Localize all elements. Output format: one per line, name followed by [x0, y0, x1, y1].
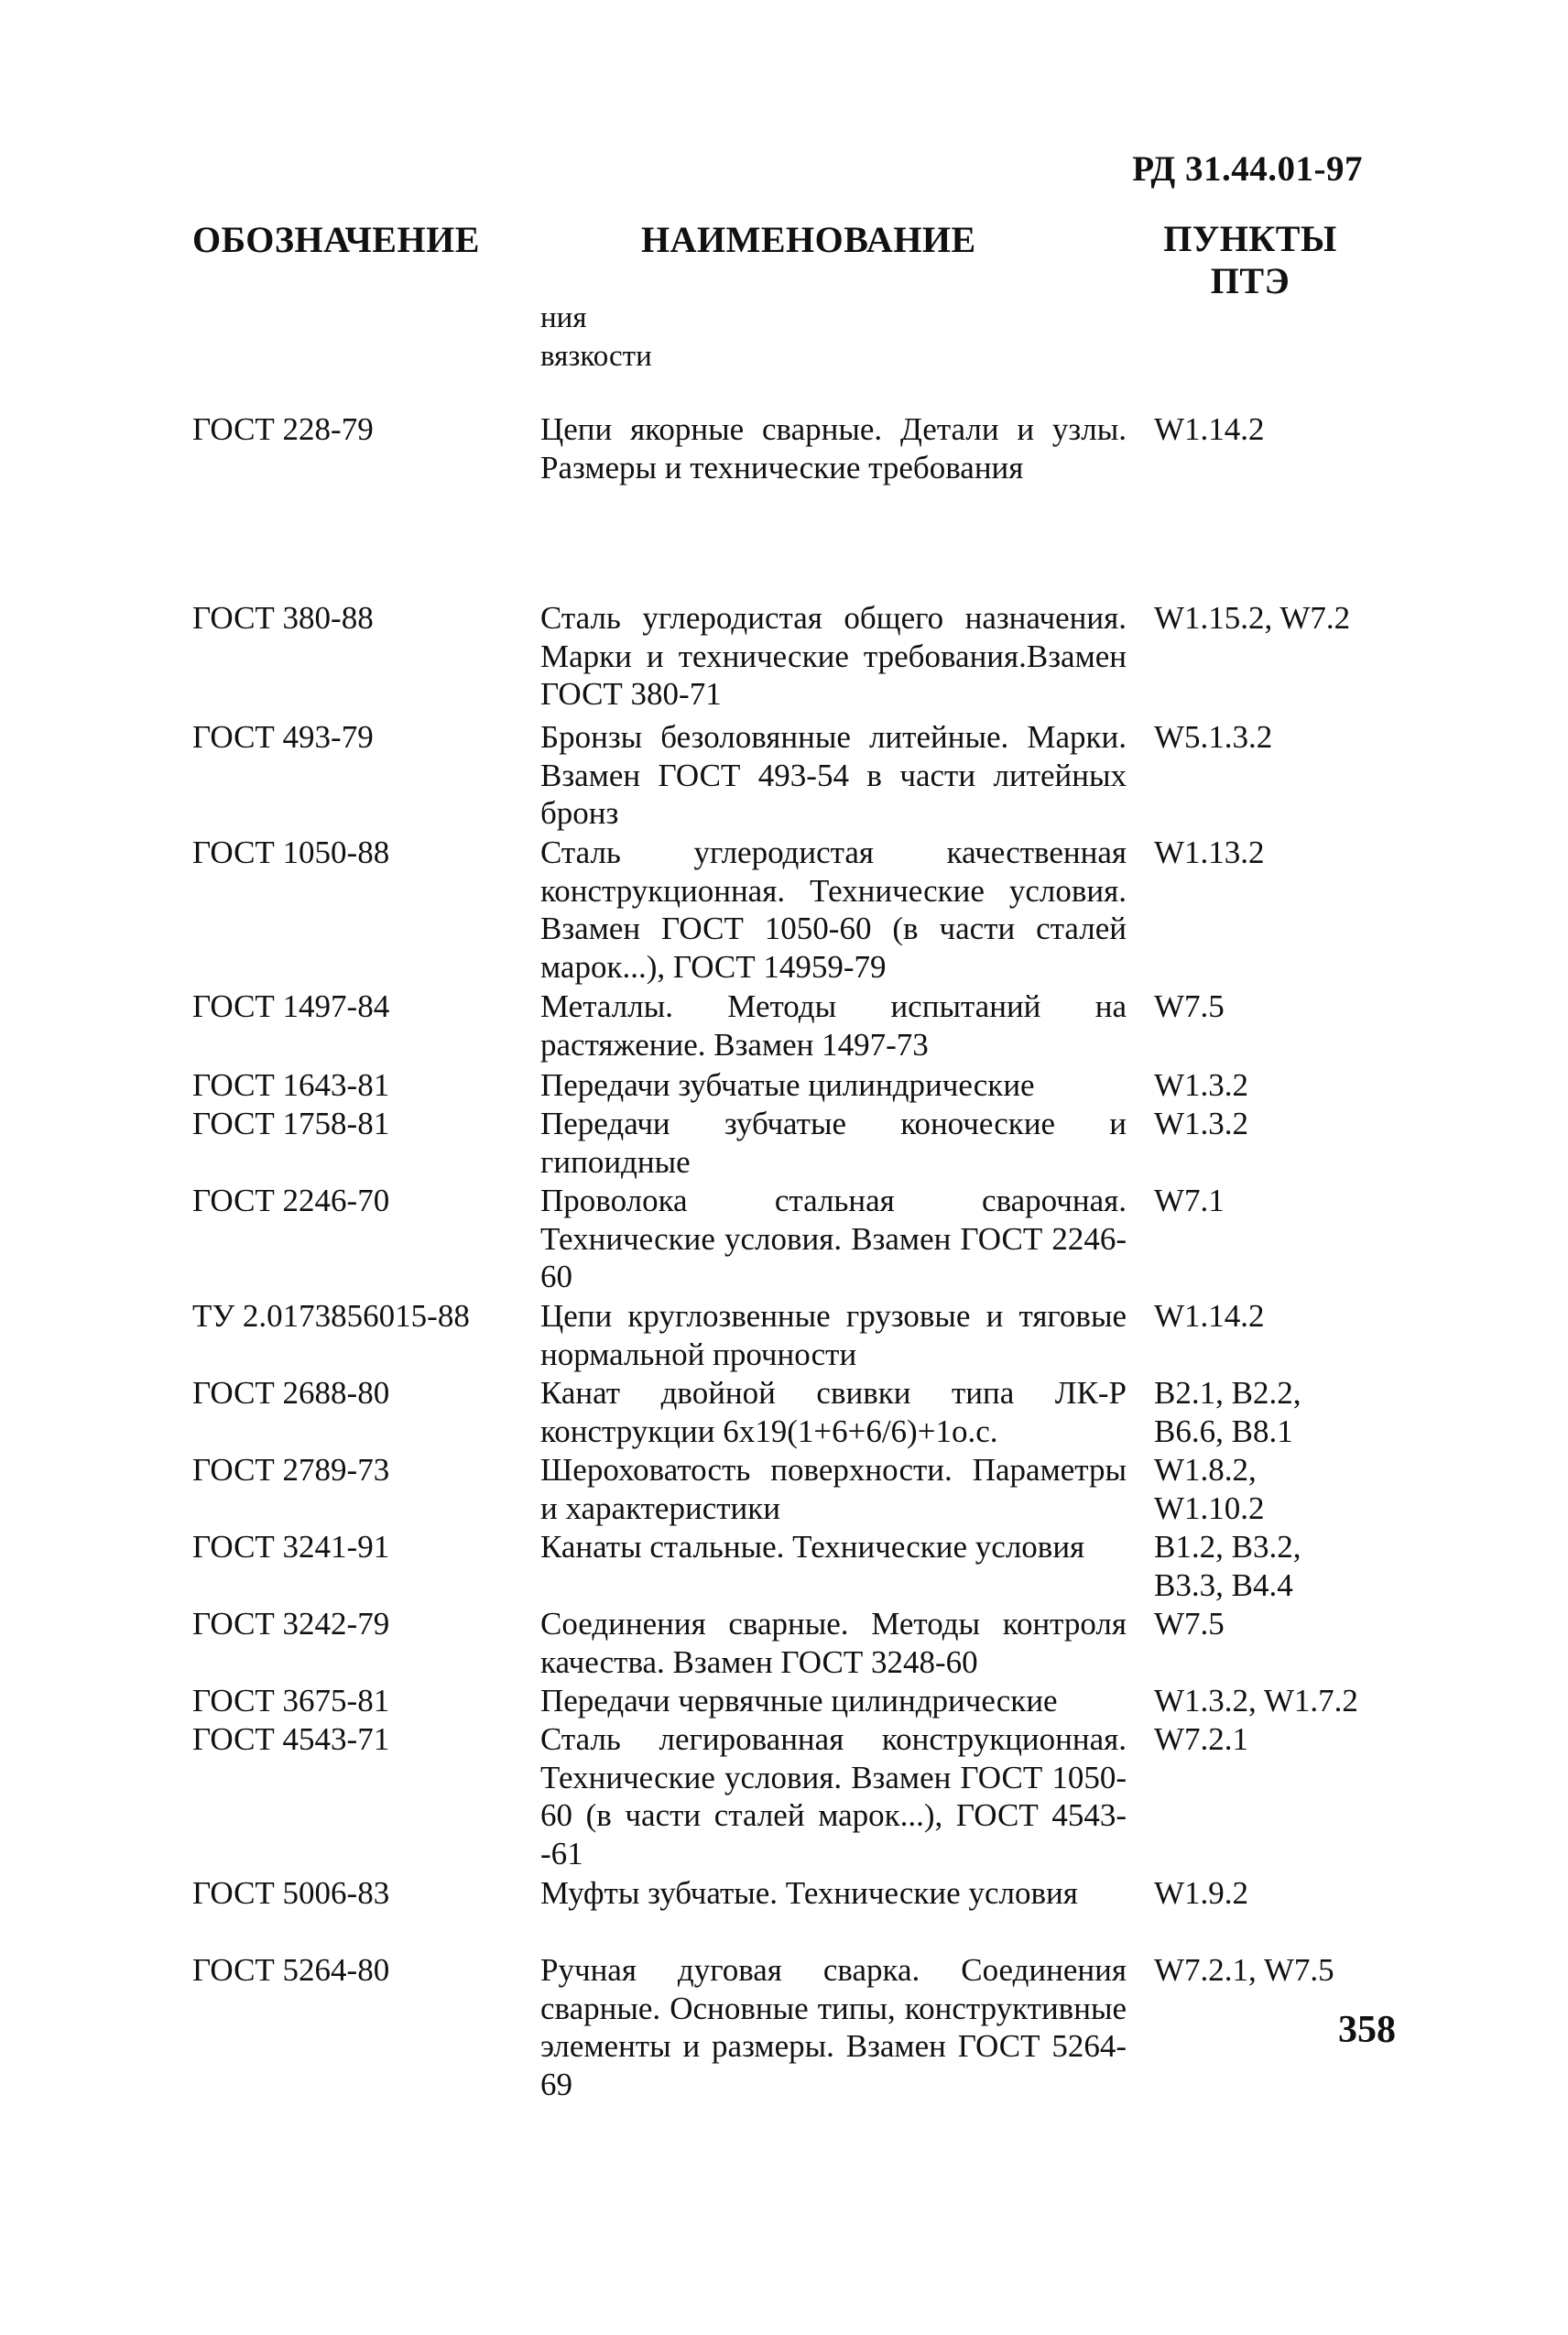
points-cell [1127, 1182, 1401, 1220]
points-cell [1127, 410, 1401, 449]
designation-cell: ГОСТ 5264-80 [192, 1952, 390, 1988]
column-header-points [1127, 218, 1374, 302]
table-row [192, 1374, 1401, 1451]
points-line: W1.10.2 [1154, 1489, 1265, 1526]
designation-cell: ГОСТ 3241-91 [192, 1529, 390, 1565]
name-cell: Сталь углеродистая качественная конструкционная. Технические условия. Взамен ГОСТ 1050-60 (в части сталей марок...), ГОСТ 14959-79 [540, 835, 1127, 985]
designation-cell: ГОСТ 493-79 [192, 719, 374, 755]
continuation-text: вязкости [540, 340, 652, 373]
table-row [192, 1951, 1401, 2105]
name-cell: Бронзы безоловянные литейные. Марки. Взамен ГОСТ 493-54 в части литейных бронз [540, 719, 1127, 832]
name-cell: Канат двойной свивки типа ЛК-Р конструкции 6х19(1+6+6/6)+1о.с. [540, 1375, 1127, 1449]
continuation-text: ния [540, 301, 587, 334]
name-cell: Шероховатость поверхности. Параметры и характеристики [540, 1452, 1127, 1526]
name-cell: Сталь углеродистая общего назначения. Марки и технические требования.Взамен ГОСТ 380-71 [540, 600, 1127, 713]
name-cell: Цепи круглозвенные грузовые и тяговые нормальной прочности [540, 1298, 1127, 1372]
points-cell [1127, 1451, 1401, 1527]
points-cell [1127, 1066, 1401, 1105]
designation-cell: ГОСТ 2688-80 [192, 1375, 390, 1411]
points-line: W5.1.3.2 [1154, 719, 1273, 755]
points-cell [1127, 718, 1401, 757]
points-cell [1127, 1874, 1401, 1913]
points-line: B6.6, B8.1 [1154, 1413, 1293, 1449]
points-line: W1.13.2 [1154, 835, 1265, 870]
name-cell: Муфты зубчатые. Технические условия [540, 1875, 1078, 1911]
points-cell [1127, 599, 1401, 638]
table-row [192, 718, 1401, 834]
points-cell [1127, 1951, 1401, 1990]
table-row [192, 1720, 1401, 1874]
column-header-points-line2: ПТЭ [1210, 260, 1290, 301]
column-header-points-line1: ПУНКТЫ [1163, 218, 1337, 259]
standards-table [192, 410, 1401, 2105]
table-row [192, 1066, 1401, 1105]
page-number: 358 [1338, 2009, 1396, 2051]
designation-cell: ГОСТ 3675-81 [192, 1683, 390, 1719]
points-cell [1127, 1682, 1401, 1720]
table-row [192, 1451, 1401, 1528]
points-line: W7.1 [1154, 1183, 1225, 1218]
points-line: W1.14.2 [1154, 411, 1265, 447]
name-cell: Передачи зубчатые коноческие и гипоидные [540, 1106, 1127, 1180]
points-cell [1127, 1720, 1401, 1759]
points-cell [1127, 1605, 1401, 1643]
designation-cell: ГОСТ 1497-84 [192, 988, 390, 1024]
points-cell [1127, 834, 1401, 872]
designation-cell: ГОСТ 5006-83 [192, 1875, 390, 1911]
name-cell: Сталь легированная конструкционная. Технические условия. Взамен ГОСТ 1050-60 (в части сталей марок...), ГОСТ 4543--61 [540, 1721, 1127, 1871]
points-cell [1127, 1105, 1401, 1143]
points-line: W1.3.2 [1154, 1067, 1249, 1103]
points-line: W1.14.2 [1154, 1298, 1265, 1334]
designation-cell: ГОСТ 4543-71 [192, 1721, 390, 1757]
table-row [192, 1605, 1401, 1682]
designation-cell: ТУ 2.0173856015-88 [192, 1298, 470, 1334]
table-row [192, 1105, 1401, 1182]
designation-cell: ГОСТ 3242-79 [192, 1606, 390, 1642]
table-row [192, 834, 1401, 987]
points-line: W1.3.2 [1154, 1106, 1249, 1141]
name-cell: Металлы. Методы испытаний на растяжение. Взамен 1497-73 [540, 988, 1127, 1063]
name-cell: Соединения сварные. Методы контроля качества. Взамен ГОСТ 3248-60 [540, 1606, 1127, 1680]
table-row [192, 1874, 1401, 1951]
table-row [192, 1528, 1401, 1605]
table-row [192, 1182, 1401, 1297]
points-cell [1127, 1528, 1401, 1604]
points-cell [1127, 987, 1401, 1026]
table-row [192, 410, 1401, 599]
points-line: W1.15.2, W7.2 [1154, 600, 1351, 636]
designation-cell: ГОСТ 2246-70 [192, 1183, 390, 1218]
name-cell: Цепи якорные сварные. Детали и узлы. Размеры и технические требования [540, 411, 1127, 486]
points-line: W7.2.1, W7.5 [1154, 1952, 1334, 1988]
name-cell: Передачи зубчатые цилиндрические [540, 1067, 1035, 1103]
table-row [192, 1297, 1401, 1374]
points-cell [1127, 1297, 1401, 1336]
document-code: РД 31.44.01-97 [1132, 149, 1363, 189]
points-line: W1.9.2 [1154, 1875, 1249, 1911]
name-cell: Проволока стальная сварочная. Технические условия. Взамен ГОСТ 2246-60 [540, 1183, 1127, 1295]
points-line: W7.2.1 [1154, 1721, 1249, 1757]
designation-cell: ГОСТ 228-79 [192, 411, 374, 447]
points-cell [1127, 1374, 1401, 1450]
column-header-designation: ОБОЗНАЧЕНИЕ [192, 219, 480, 260]
points-line: W1.8.2, [1154, 1452, 1257, 1488]
designation-cell: ГОСТ 380-88 [192, 600, 374, 636]
table-row [192, 599, 1401, 718]
designation-cell: ГОСТ 1758-81 [192, 1106, 390, 1141]
points-line: W7.5 [1154, 988, 1225, 1024]
designation-cell: ГОСТ 2789-73 [192, 1452, 390, 1488]
table-row [192, 1682, 1401, 1720]
column-header-name: НАИМЕНОВАНИЕ [641, 219, 976, 260]
points-line: B1.2, B3.2, [1154, 1529, 1301, 1565]
points-line: B3.3, B4.4 [1154, 1566, 1293, 1603]
designation-cell: ГОСТ 1050-88 [192, 835, 390, 870]
table-row [192, 987, 1401, 1066]
name-cell: Передачи червячные цилиндрические [540, 1683, 1058, 1719]
name-cell: Канаты стальные. Технические условия [540, 1529, 1085, 1565]
points-line: W7.5 [1154, 1606, 1225, 1642]
name-cell: Ручная дуговая сварка. Соединения сварные. Основные типы, конструктивные элементы и размеры. Взамен ГОСТ 5264-69 [540, 1952, 1127, 2102]
points-line: W1.3.2, W1.7.2 [1154, 1683, 1358, 1719]
designation-cell: ГОСТ 1643-81 [192, 1067, 390, 1103]
points-line: B2.1, B2.2, [1154, 1375, 1301, 1411]
